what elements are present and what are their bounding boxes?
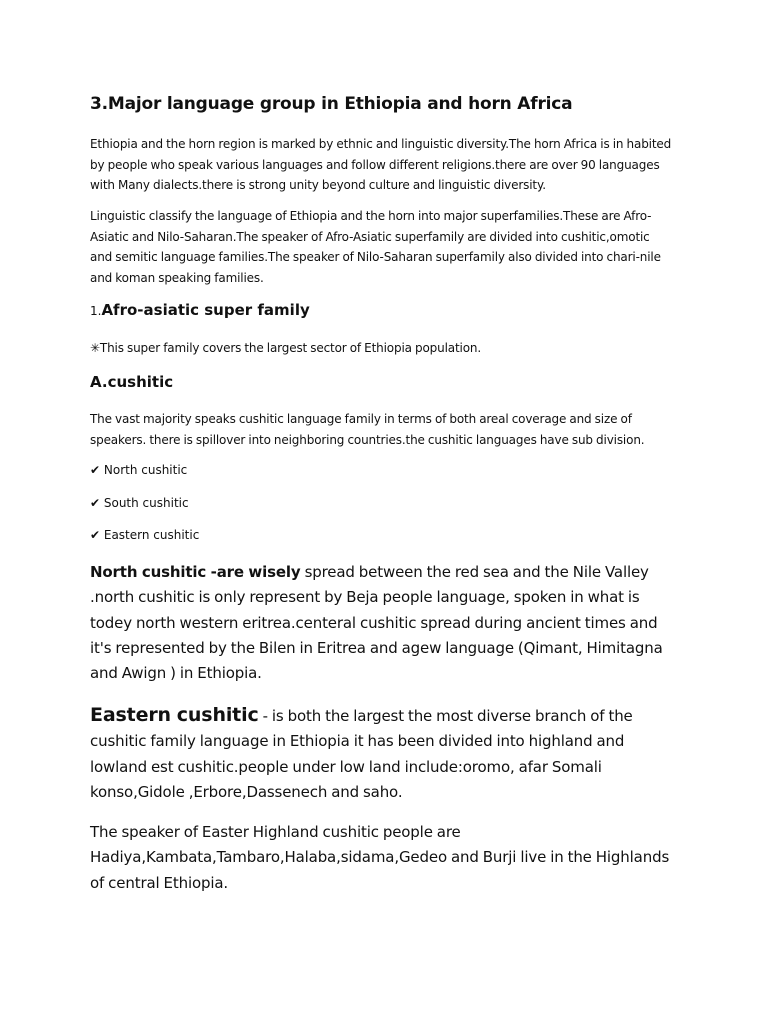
section-number: 1. [90, 304, 102, 318]
eastern-cushitic-paragraph [90, 703, 680, 805]
north-cushitic-lead: North cushitic -are wisely [90, 563, 301, 581]
list-item-north-cushitic: ✔ North cushitic [90, 463, 188, 477]
section-heading-afro-asiatic [90, 301, 310, 319]
subsection-heading-cushitic: A.cushitic [90, 373, 174, 391]
eastern-cushitic-lead: Eastern cushitic [90, 704, 259, 726]
section-note: ✳This super family covers the largest sector of Ethiopia population. [90, 341, 482, 355]
intro-paragraph: Ethiopia and the horn region is marked by ethnic and linguistic diversity.The horn Africa is in habited by people who speak various languages and follow different religions.there are over 90 languages with Many dialects.there is strong unity beyond culture and linguistic diversity. [90, 137, 672, 192]
list-item-eastern-cushitic: ✔ Eastern cushitic [90, 528, 200, 542]
eastern-cushitic-text: - is both the largest the most diverse branch of the cushitic family language in Ethiopia it has been divided into highland and lowland est cushitic.people under low land include:oromo, afar Somali konso,Gidole ,Erbore,Dassenech and saho. [90, 707, 633, 801]
highland-cushitic-paragraph: The speaker of Easter Highland cushitic people are Hadiya,Kambata,Tambaro,Halaba,sidama,Gedeo and Burji live in the Highlands of central Ethiopia. [90, 823, 670, 892]
classification-paragraph: Linguistic classify the language of Ethiopia and the horn into major superfamilies.These are Afro-Asiatic and Nilo-Saharan.The speaker of Afro-Asiatic superfamily are divided into cushitic,omotic and semitic language families.The speaker of Nilo-Saharan superfamily also divided into chari-nile and koman speaking families. [90, 209, 661, 285]
cushitic-paragraph: The vast majority speaks cushitic language family in terms of both areal coverage and size of speakers. there is spillover into neighboring countries.the cushitic languages have sub division. [90, 412, 645, 447]
north-cushitic-paragraph [90, 560, 680, 686]
north-cushitic-text: spread between the red sea and the Nile Valley .north cushitic is only represent by Beja people language, spoken in what is todey north western eritrea.centeral cushitic spread during ancient times and it's represented by the Bilen in Eritrea and agew language (Qimant, Himitagna and Awign ) in Ethiopia. [90, 563, 663, 683]
section-title: Afro-asiatic super family [101, 301, 310, 319]
document-title: 3.Major language group in Ethiopia and horn Africa [90, 94, 573, 114]
list-item-south-cushitic: ✔ South cushitic [90, 496, 189, 510]
